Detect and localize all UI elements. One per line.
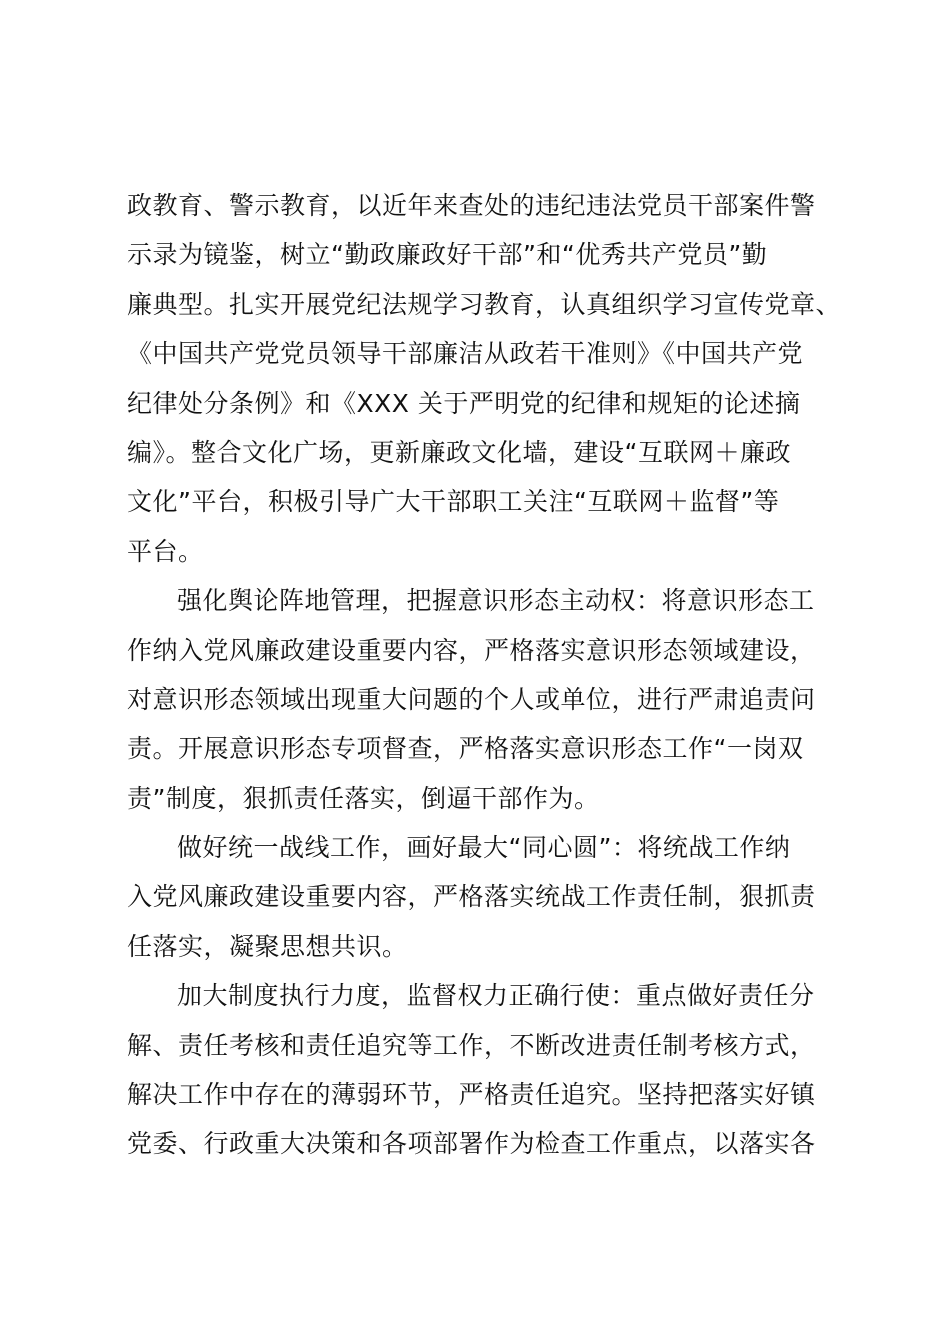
text-line: 党委、行政重大决策和各项部署作为检查工作重点，以落实各 — [127, 1129, 816, 1159]
text-line: 任落实，凝聚思想共识。 — [127, 931, 408, 961]
text-line: 加大制度执行力度，监督权力正确行使：重点做好责任分 — [177, 981, 815, 1011]
text-line: 解、责任考核和责任追究等工作，不断改进责任制考核方式， — [127, 1030, 816, 1060]
text-line: 编》。整合文化广场，更新廉政文化墙，建设“互联网＋廉政 — [127, 437, 791, 467]
text-line: 责。开展意识形态专项督查，严格落实意识形态工作“一岗双 — [127, 734, 804, 764]
text-line: 对意识形态领域出现重大问题的个人或单位，进行严肃追责问 — [127, 684, 816, 714]
paragraph-2 — [127, 576, 839, 823]
text-line: 解决工作中存在的薄弱环节，严格责任追究。坚持把落实好镇 — [127, 1080, 816, 1110]
text-line: 廉典型。扎实开展党纪法规学习教育，认真组织学习宣传党章、 — [127, 289, 842, 319]
text-line: 强化舆论阵地管理，把握意识形态主动权：将意识形态工 — [177, 586, 815, 616]
text-line: 责”制度，狠抓责任落实，倒逼干部作为。 — [127, 783, 600, 813]
text-line: 文化”平台，积极引导广大干部职工关注“互联网＋监督”等 — [127, 487, 780, 517]
paragraph-3 — [127, 823, 839, 971]
text-line: 《中国共产党党员领导干部廉洁从政若干准则》《中国共产党 — [127, 339, 804, 369]
text-line: 政教育、警示教育，以近年来查处的违纪违法党员干部案件警 — [127, 191, 816, 220]
document-body — [127, 181, 842, 1169]
text-line: 做好统一战线工作，画好最大“同心圆”：将统战工作纳 — [177, 833, 791, 863]
paragraph-4 — [127, 971, 839, 1169]
text-line: 作纳入党风廉政建设重要内容，严格落实意识形态领域建设， — [127, 635, 816, 665]
text-line: 入党风廉政建设重要内容，严格落实统战工作责任制，狠抓责 — [127, 882, 816, 912]
text-line: 纪律处分条例》和《XXX 关于严明党的纪律和规矩的论述摘 — [127, 388, 801, 418]
text-line: 平台。 — [127, 536, 204, 566]
paragraph-1 — [127, 181, 842, 576]
text-line: 示录为镜鉴，树立“勤政廉政好干部”和“优秀共产党员”勤 — [127, 240, 768, 270]
